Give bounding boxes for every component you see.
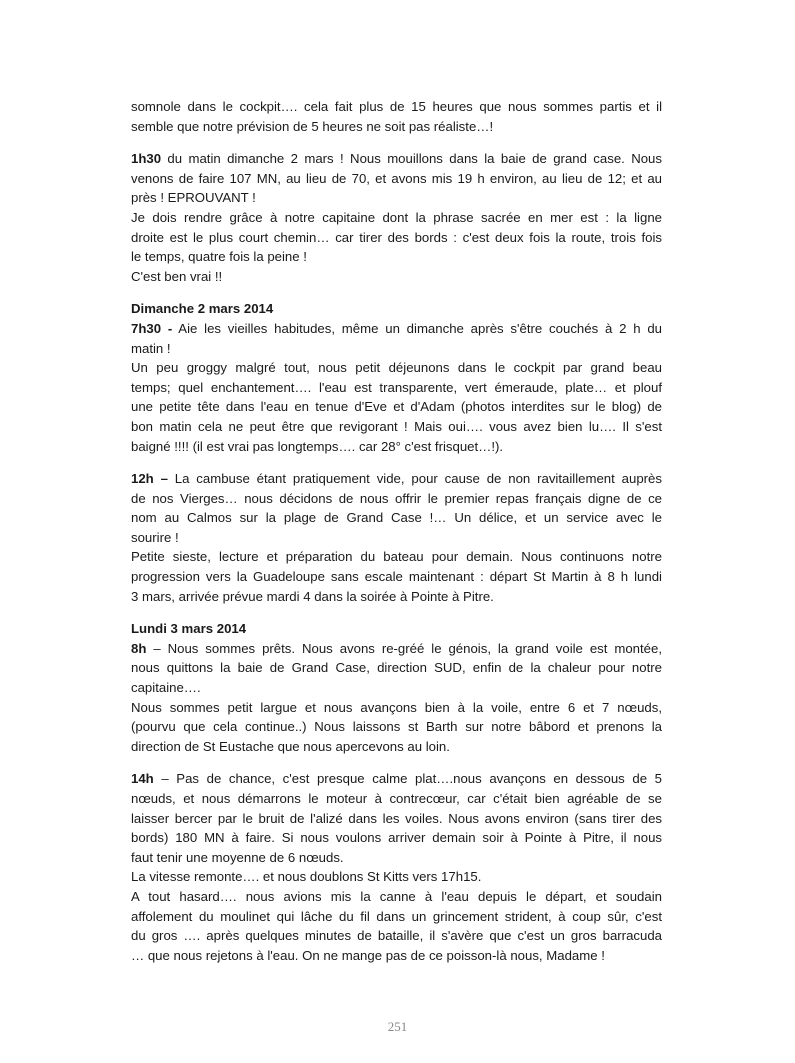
document-body xyxy=(131,97,662,978)
paragraph xyxy=(131,97,662,136)
line-text: nœuds, et nous démarrons le moteur à contrecœur, car c'était bien agréable de se xyxy=(131,791,662,806)
text-line xyxy=(131,339,662,359)
line-text: – Pas de chance, c'est presque calme plat….nous avançons en dessous de 5 xyxy=(153,771,662,787)
line-text: baigné !!!! (il est vrai pas longtemps…. car 28° c'est frisquet…!). xyxy=(131,438,504,454)
section-heading: Dimanche 2 mars 2014 xyxy=(131,301,274,317)
line-text: … que nous rejetons à l'eau. On ne mange pas de ce poisson-là nous, Madame ! xyxy=(131,947,605,963)
text-line xyxy=(131,169,662,189)
line-text: Un peu groggy malgré tout, nous petit déjeunons dans le cockpit par grand beau xyxy=(131,360,662,376)
line-text: du matin dimanche 2 mars ! Nous mouillons dans la baie de grand case. Nous xyxy=(161,151,662,167)
line-text: de nos Vierges… nous décidons de nous offrir le premier repas français digne de ce xyxy=(131,490,662,506)
line-text: venons de faire 107 MN, au lieu de 70, et avons mis 19 h environ, au lieu de 12; et au xyxy=(131,170,662,186)
text-line xyxy=(131,547,662,567)
line-text: C'est ben vrai !! xyxy=(131,268,223,284)
text-line xyxy=(131,228,662,248)
line-text: temps; quel enchantement…. l'eau est transparente, vert émeraude, plate… et plouf xyxy=(131,379,662,395)
line-text: près ! EPROUVANT ! xyxy=(131,190,256,206)
text-line xyxy=(131,717,662,737)
line-text: Nous sommes petit largue et nous avançons bien à la voile, entre 6 et 7 nœuds, xyxy=(131,699,662,715)
time-label: 7h30 - xyxy=(131,320,173,336)
text-line xyxy=(131,117,662,137)
text-line xyxy=(131,867,662,887)
line-text: laisser bercer par le bruit de l'alizé dans les voiles. Nous avons environ (sans tirer des xyxy=(131,810,662,826)
text-line xyxy=(131,188,662,208)
time-label: 14h xyxy=(131,771,154,787)
text-line xyxy=(131,437,662,457)
line-text: La vitesse remonte…. et nous doublons St Kitts vers 17h15. xyxy=(131,869,482,885)
section-heading: Lundi 3 mars 2014 xyxy=(131,621,247,637)
text-line xyxy=(131,946,662,966)
page-number: 251 xyxy=(387,1019,408,1034)
line-text: La cambuse étant pratiquement vide, pour cause de non ravitaillement auprès xyxy=(167,471,662,487)
text-line xyxy=(131,809,662,829)
paragraph xyxy=(131,149,662,286)
text-line xyxy=(131,319,662,339)
text-line xyxy=(131,848,662,868)
text-line xyxy=(131,378,662,398)
text-line xyxy=(131,769,662,789)
line-text: bon matin cela ne peut être que revigorant ! Mais oui…. vous avez bien lu…. Il s'est xyxy=(131,418,662,434)
line-text: somnole dans le cockpit…. cela fait plus de 15 heures que nous sommes partis et il xyxy=(131,99,662,114)
time-label: 12h – xyxy=(131,471,168,487)
line-text: Petite sieste, lecture et préparation du bateau pour demain. Nous continuons notre xyxy=(131,549,662,565)
line-text: progression vers la Guadeloupe sans escale maintenant : départ St Martin à 8 h lundi xyxy=(131,569,662,585)
text-line xyxy=(131,208,662,228)
line-text: bords) 180 MN à faire. Si nous voulons arriver demain soir à Pointe à Pitre, il nous xyxy=(131,830,662,846)
line-text: – Nous sommes prêts. Nous avons re-gréé le génois, la grand voile est montée, xyxy=(146,640,662,656)
text-line xyxy=(131,737,662,757)
text-line xyxy=(131,489,662,509)
line-text: sourire ! xyxy=(131,529,179,545)
text-line xyxy=(131,397,662,417)
line-text: 3 mars, arrivée prévue mardi 4 dans la soirée à Pointe à Pitre. xyxy=(131,588,494,604)
paragraph xyxy=(131,299,662,456)
line-text: matin ! xyxy=(131,340,171,356)
text-line xyxy=(131,907,662,927)
line-text: A tout hasard…. nous avions mis la canne à l'eau depuis le départ, et soudain xyxy=(131,888,662,904)
text-line xyxy=(131,587,662,607)
line-text: du gros …. après quelques minutes de bataille, il s'avère que c'est un gros barracuda xyxy=(131,928,662,944)
line-text: faut tenir une moyenne de 6 nœuds. xyxy=(131,849,344,865)
line-text: nous quittons la baie de Grand Case, direction SUD, enfin de la chaleur pour notre xyxy=(131,660,662,676)
text-line xyxy=(131,508,662,528)
line-text: nom au Calmos sur la plage de Grand Case !… Un délice, et un service avec le xyxy=(131,510,662,526)
line-text: direction de St Eustache que nous apercevons au loin. xyxy=(131,738,450,754)
text-line xyxy=(131,149,662,169)
text-line xyxy=(131,97,662,117)
text-line xyxy=(131,639,662,659)
time-label: 8h xyxy=(131,640,147,656)
text-line xyxy=(131,887,662,907)
text-line xyxy=(131,358,662,378)
line-text: affolement du moulinet qui lâche du fil dans un grincement strident, à coup sûr, c'est xyxy=(131,908,662,924)
line-text: semble que notre prévision de 5 heures ne soit pas réaliste…! xyxy=(131,118,494,134)
line-text: une petite tête dans l'eau en tenue d'Eve et d'Adam (photos interdites sur le blog) de xyxy=(131,399,662,415)
text-line xyxy=(131,698,662,718)
line-text: droite est le plus court chemin… car tirer des bords : c'est deux fois la route, trois fois xyxy=(131,229,662,245)
text-line xyxy=(131,926,662,946)
text-line xyxy=(131,469,662,489)
text-line xyxy=(131,528,662,548)
text-line xyxy=(131,247,662,267)
paragraph xyxy=(131,769,662,965)
paragraph xyxy=(131,619,662,756)
text-line xyxy=(131,417,662,437)
paragraph xyxy=(131,469,662,606)
time-label: 1h30 xyxy=(131,151,162,167)
text-line xyxy=(131,789,662,809)
line-text: capitaine…. xyxy=(131,680,201,696)
text-line xyxy=(131,267,662,287)
text-line xyxy=(131,678,662,698)
text-line xyxy=(131,567,662,587)
text-line xyxy=(131,658,662,678)
line-text: le temps, quatre fois la peine ! xyxy=(131,249,307,265)
line-text: Je dois rendre grâce à notre capitaine dont la phrase sacrée en mer est : la ligne xyxy=(131,209,662,225)
line-text: (pourvu que cela continue..) Nous laissons st Barth sur notre bâbord et prenons la xyxy=(131,719,662,735)
line-text: Aie les vieilles habitudes, même un dimanche après s'être couchés à 2 h du xyxy=(172,320,662,336)
text-line xyxy=(131,828,662,848)
